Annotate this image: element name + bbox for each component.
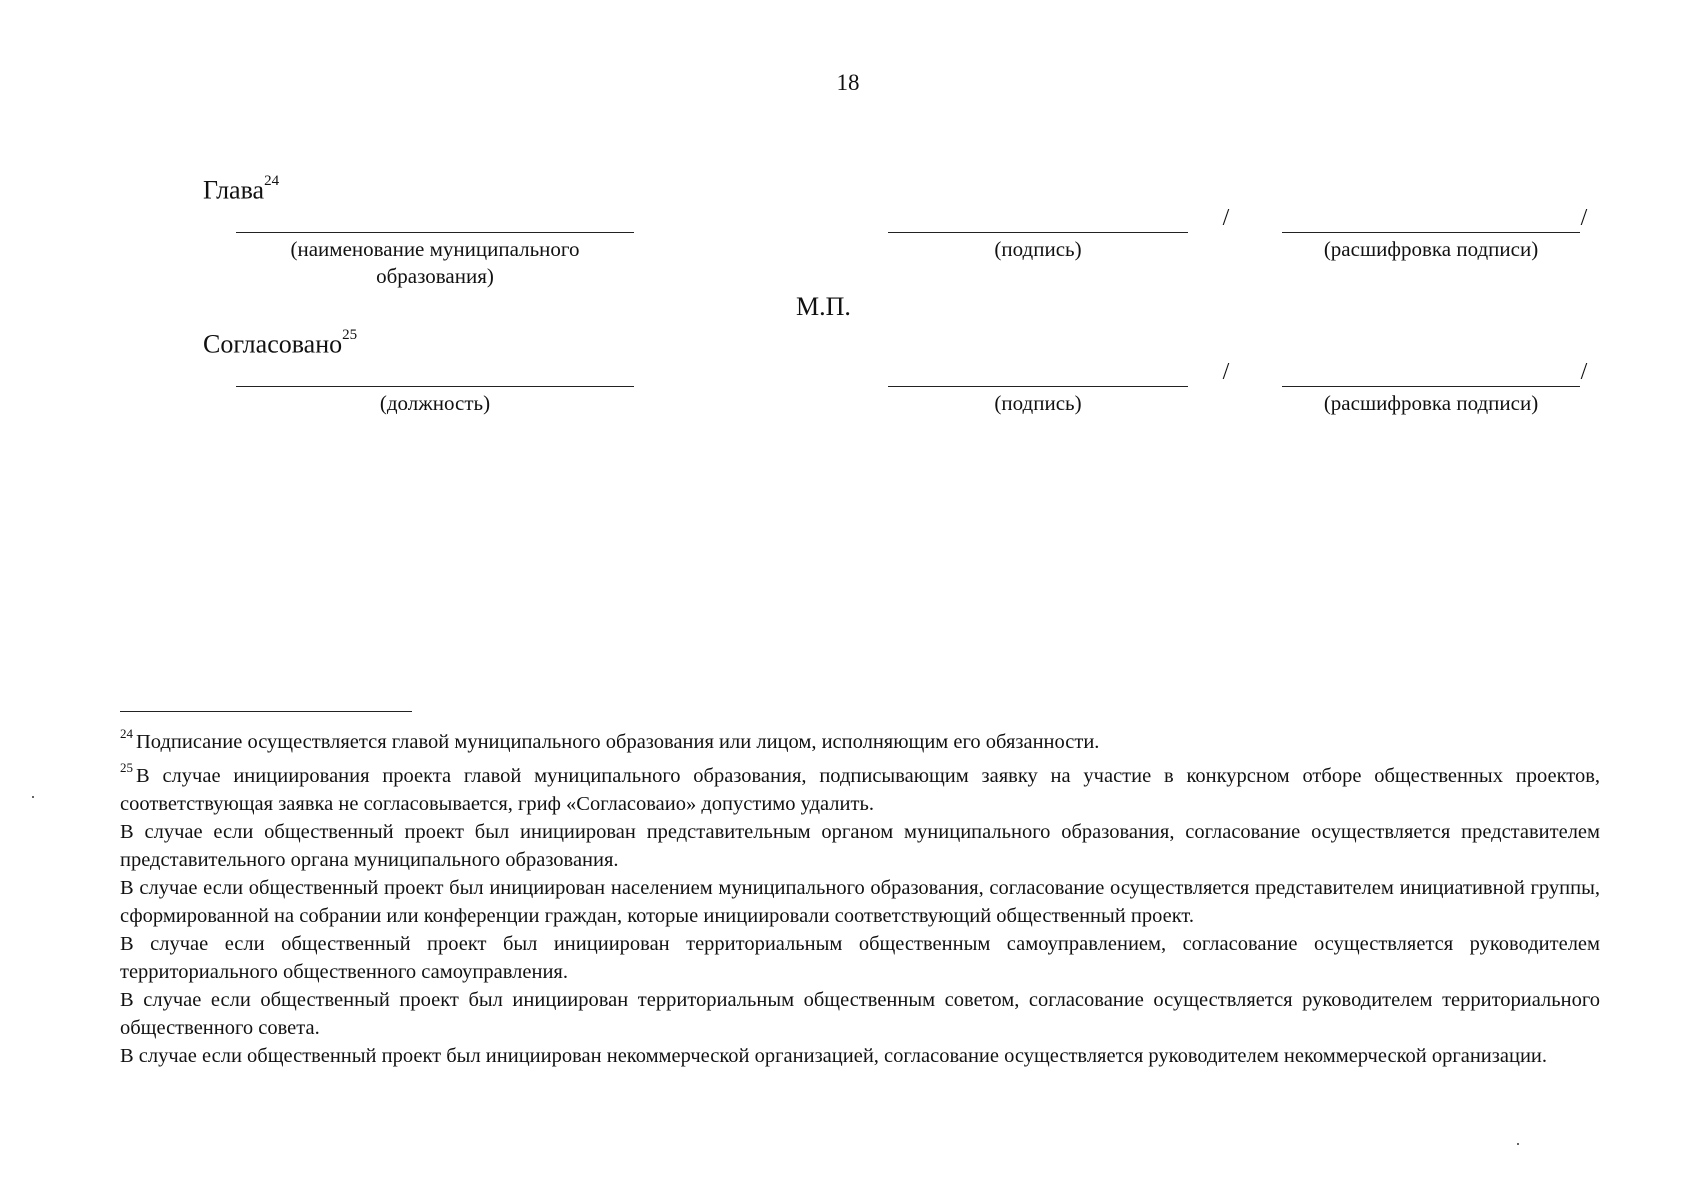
approval-label	[203, 324, 357, 360]
head-slash-right: /	[1580, 205, 1588, 231]
footnote-text: В случае если общественный проект был инициирован территориальным общественным советом, согласование осуществляется руководителем территориального общественного совета.	[120, 988, 1600, 1039]
scan-speck	[1517, 1143, 1519, 1145]
footnote-text: В случае если общественный проект был инициирован представительным органом муниципального образования, согласование осуществляется представителем представительного органа муниципального образования.	[120, 820, 1600, 871]
head-slash-left: /	[1222, 205, 1230, 231]
footnote-text: Подписание осуществляется главой муниципального образования или лицом, исполняющим его обязанности.	[136, 730, 1100, 753]
head-label-text: Глава	[203, 175, 265, 205]
org-caption-line1: (наименование муниципального	[290, 237, 580, 261]
scan-speck	[32, 796, 34, 798]
footnote-ref-24: 24	[264, 173, 280, 189]
footnote-text: В случае инициирования проекта главой муниципального образования, подписывающим заявку на участие в конкурсном отборе общественных проектов, соответствующая заявка не согласовывается, гриф «Согласоваио» допустимо удалить.	[120, 764, 1600, 815]
footnote-25-tos	[120, 930, 1600, 986]
footnote-marker: 24	[120, 726, 133, 741]
footnote-text: В случае если общественный проект был инициирован территориальным общественным самоуправлением, согласование осуществляется руководителем территориального общественного самоуправления.	[120, 932, 1600, 983]
approval-decoding-line	[1282, 386, 1580, 387]
approval-signature-caption: (подпись)	[994, 391, 1082, 415]
footnote-25-council	[120, 986, 1600, 1042]
head-signature-line	[888, 232, 1188, 233]
head-signature-caption: (подпись)	[994, 237, 1082, 261]
approval-signature-line	[888, 386, 1188, 387]
head-label	[203, 170, 279, 206]
page-number: 18	[836, 70, 860, 95]
head-decoding-line	[1282, 232, 1580, 233]
footnote-marker: 25	[120, 759, 133, 775]
footnote-ref-25: 25	[342, 327, 358, 343]
position-line	[236, 386, 634, 387]
footnote-25-representative-body	[120, 818, 1600, 874]
org-name-line	[236, 232, 634, 233]
stamp-placeholder: М.П.	[796, 292, 851, 321]
footnote-25-nonprofit	[120, 1042, 1600, 1070]
footnote-text: В случае если общественный проект был инициирован населением муниципального образования, согласование осуществляется представителем инициативной группы, сформированной на собрании или конференции граждан, которые инициировали соответствующий общественный проект.	[120, 876, 1600, 927]
footnote-24	[120, 722, 1600, 756]
approval-label-text: Согласовано	[203, 329, 343, 359]
approval-slash-right: /	[1580, 359, 1588, 385]
footnote-25	[120, 756, 1600, 818]
approval-decoding-caption: (расшифровка подписи)	[1323, 391, 1539, 415]
footnote-text: В случае если общественный проект был инициирован некоммерческой организацией, согласование осуществляется руководителем некоммерческой организации.	[120, 1044, 1548, 1067]
footnotes	[120, 722, 1600, 1070]
footnote-separator	[120, 711, 412, 712]
org-caption	[236, 236, 634, 290]
head-decoding-caption: (расшифровка подписи)	[1323, 237, 1539, 261]
position-caption: (должность)	[379, 391, 491, 415]
footnote-25-population	[120, 874, 1600, 930]
approval-slash-left: /	[1222, 359, 1230, 385]
org-caption-line2: образования)	[376, 264, 494, 288]
